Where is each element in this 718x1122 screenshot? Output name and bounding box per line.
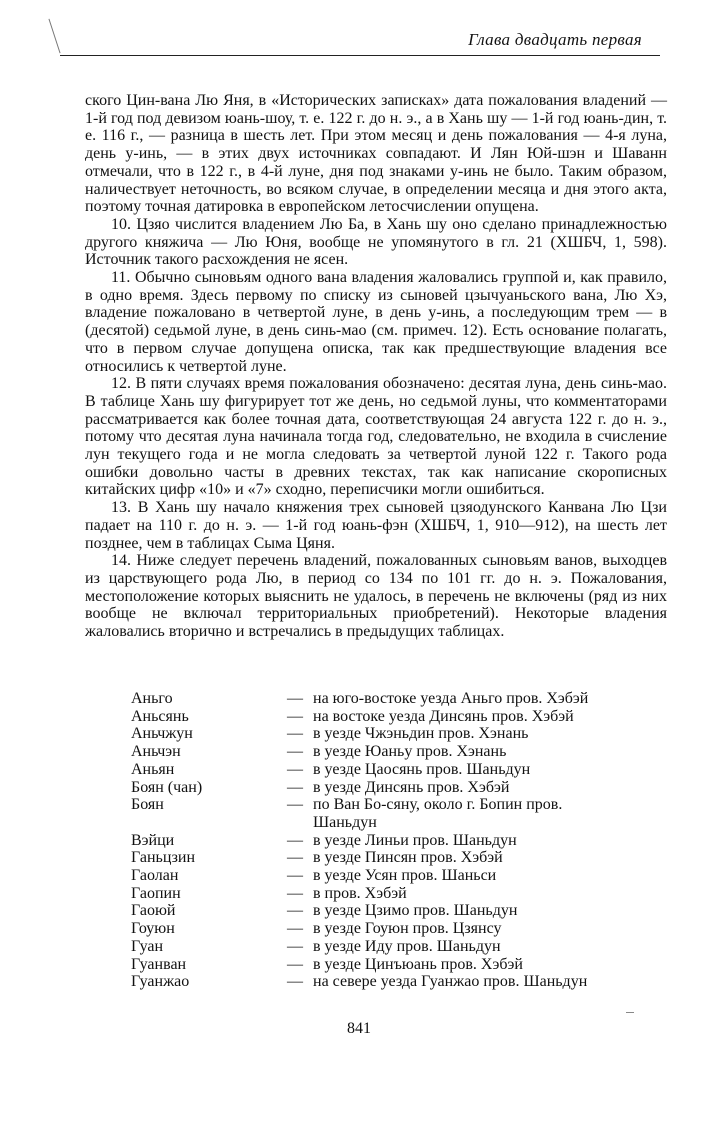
note-14: 14. Ниже следует перечень владений, пожалованных сыновьям ванов, выходцев из царствующего рода Лю, в период со 134 по 101 гг. до н. э. Пожалования, местоположение которых выяснить не удалось, в перечень не включены (ряд из них вообще не включал территориальных приобретений). Некоторые владения жаловались вторично и встречались в предыдущих таблицах. [85, 552, 667, 641]
corner-mark [48, 19, 60, 54]
dash-separator: — [287, 707, 303, 725]
domain-location: в уезде Юаньу пров. Хэнань [313, 743, 507, 761]
speck [626, 1012, 634, 1013]
domain-name: Аньчжун [131, 725, 193, 743]
domain-name: Аньян [131, 760, 175, 778]
list-item [131, 902, 631, 920]
domain-location: в уезде Чжэньдин пров. Хэнань [313, 725, 529, 743]
dash-separator: — [287, 849, 303, 867]
domain-name: Гуан [131, 937, 164, 955]
dash-separator: — [287, 743, 303, 761]
dash-separator: — [287, 796, 303, 814]
domain-location: в пров. Хэбэй [313, 884, 407, 902]
list-item [131, 761, 631, 779]
domain-name: Ганьцзин [131, 849, 196, 867]
domain-name: Аньчэн [131, 743, 181, 761]
dash-separator: — [287, 884, 303, 902]
list-item [131, 779, 631, 797]
list-item [131, 956, 631, 974]
list-item [131, 690, 631, 708]
domain-location: в уезде Цзимо пров. Шаньдун [313, 902, 518, 920]
domain-name: Боян (чан) [131, 778, 203, 796]
domain-name: Аньго [131, 690, 173, 707]
note-12: 12. В пяти случаях время пожалования обозначено: десятая луна, день синь-мао. В таблице Хань шу фигурирует тот же день, но седьмой луны, что комментаторами рассматривается как более точная дата, соответствующая 24 августа 122 г. до н. э., потому что десятая луна начинала тогда год, следовательно, не входила в счисление лун текущего года и не могла следовать за четвертой луной 122 г. Такого рода ошибки довольно часты в древних текстах, так как написание скорописных китайских цифр «10» и «7» сходно, переписчики могли ошибиться. [85, 375, 667, 499]
domain-name: Боян [131, 796, 164, 814]
list-item [131, 867, 631, 885]
domain-name: Гаоюй [131, 902, 176, 920]
list-item [131, 849, 631, 867]
note-10: 10. Цзяо числится владением Лю Ба, в Хань шу оно сделано принадлежностью другого княжича — Лю Юня, вообще не упомянутого в гл. 21 (ХШБЧ, 1, 598). Источник такого расхождения не ясен. [85, 215, 667, 269]
domain-name: Гоуюн [131, 920, 175, 938]
header-rule [60, 55, 660, 56]
list-item [131, 885, 631, 903]
domain-location: в уезде Цинъюань пров. Хэбэй [313, 955, 523, 973]
domain-location: в уезде Пинсян пров. Хэбэй [313, 849, 503, 867]
list-item [131, 708, 631, 726]
domain-name: Гуанван [131, 955, 187, 973]
page-number: 841 [347, 1020, 371, 1037]
note-11: 11. Обычно сыновьям одного вана владения жаловались группой и, как правило, в одно время. Здесь первому по списку из сыновей цзычуаньского вана, Лю Хэ, владение пожаловано в четвертой луне, в день у-инь, а последующим трем — в (десятой) седьмой луне, в день синь-мао (см. примеч. 12). Есть основание полагать, что в первом случае допущена описка, так как предшествующие владения все относились к четвертой луне. [85, 269, 667, 375]
domain-location: на севере уезда Гуанжао пров. Шаньдун [313, 973, 588, 991]
domain-name: Гаолан [131, 867, 179, 885]
domain-location: в уезде Цаосянь пров. Шаньдун [313, 760, 531, 778]
domain-name: Вэйци [131, 831, 175, 849]
dash-separator: — [287, 725, 303, 743]
domain-location: в уезде Иду пров. Шаньдун [313, 937, 501, 955]
list-item [131, 743, 631, 761]
list-item [131, 920, 631, 938]
domain-location: на юго-востоке уезда Аньго пров. Хэбэй [313, 690, 589, 707]
dash-separator: — [287, 831, 303, 849]
dash-separator: — [287, 902, 303, 920]
list-item [131, 973, 631, 991]
dash-separator: — [287, 955, 303, 973]
domain-name: Гуанжао [131, 973, 190, 991]
paragraph-continuation: ского Цин-вана Лю Яня, в «Исторических записках» дата пожалования владений — 1-й год под девизом юань-шоу, т. е. 122 г. до н. э., а в Хань шу — 1-й год юань-дин, т. е. 116 г., — разница в шесть лет. При этом месяц и день пожалования — 4-я луна, день у-инь, — в этих двух источниках совпадают. И Лян Юй-шэн и Шаванн отмечали, что в 122 г., в 4-й луне, дня под знаками у-инь не было. Таким образом, наличествует неточность, во всяком случае, в определении месяца и дня этого акта, поэтому точная датировка в европейском летосчислении опущена. [85, 92, 667, 216]
domain-location: в уезде Гоуюн пров. Цзянсу [313, 920, 502, 938]
domain-location: на востоке уезда Динсянь пров. Хэбэй [313, 707, 574, 725]
list-item [131, 938, 631, 956]
note-13: 13. В Хань шу начало княжения трех сыновей цзяодунского Канвана Лю Цзи падает на 110 г. до н. э. — 1-й год юань-фэн (ХШБЧ, 1, 910—912), на шесть лет позднее, чем в таблицах Сыма Цяня. [85, 499, 667, 552]
dash-separator: — [287, 973, 303, 991]
domain-location: в уезде Линьи пров. Шаньдун [313, 831, 517, 849]
running-head: Глава двадцать первая [468, 30, 642, 49]
dash-separator: — [287, 690, 303, 707]
dash-separator: — [287, 867, 303, 885]
domain-location: в уезде Динсянь пров. Хэбэй [313, 778, 510, 796]
dash-separator: — [287, 778, 303, 796]
body-text [85, 92, 667, 641]
dash-separator: — [287, 760, 303, 778]
domain-name: Аньсянь [131, 707, 189, 725]
list-item [131, 725, 631, 743]
dash-separator: — [287, 937, 303, 955]
domains-list [131, 690, 631, 991]
dash-separator: — [287, 920, 303, 938]
domain-location: в уезде Усян пров. Шаньси [313, 867, 497, 885]
list-item [131, 796, 631, 831]
domain-location: по Ван Бо-сяну, около г. Бопин пров. Шаньдун [313, 796, 563, 831]
list-item [131, 832, 631, 850]
domain-name: Гаопин [131, 884, 181, 902]
